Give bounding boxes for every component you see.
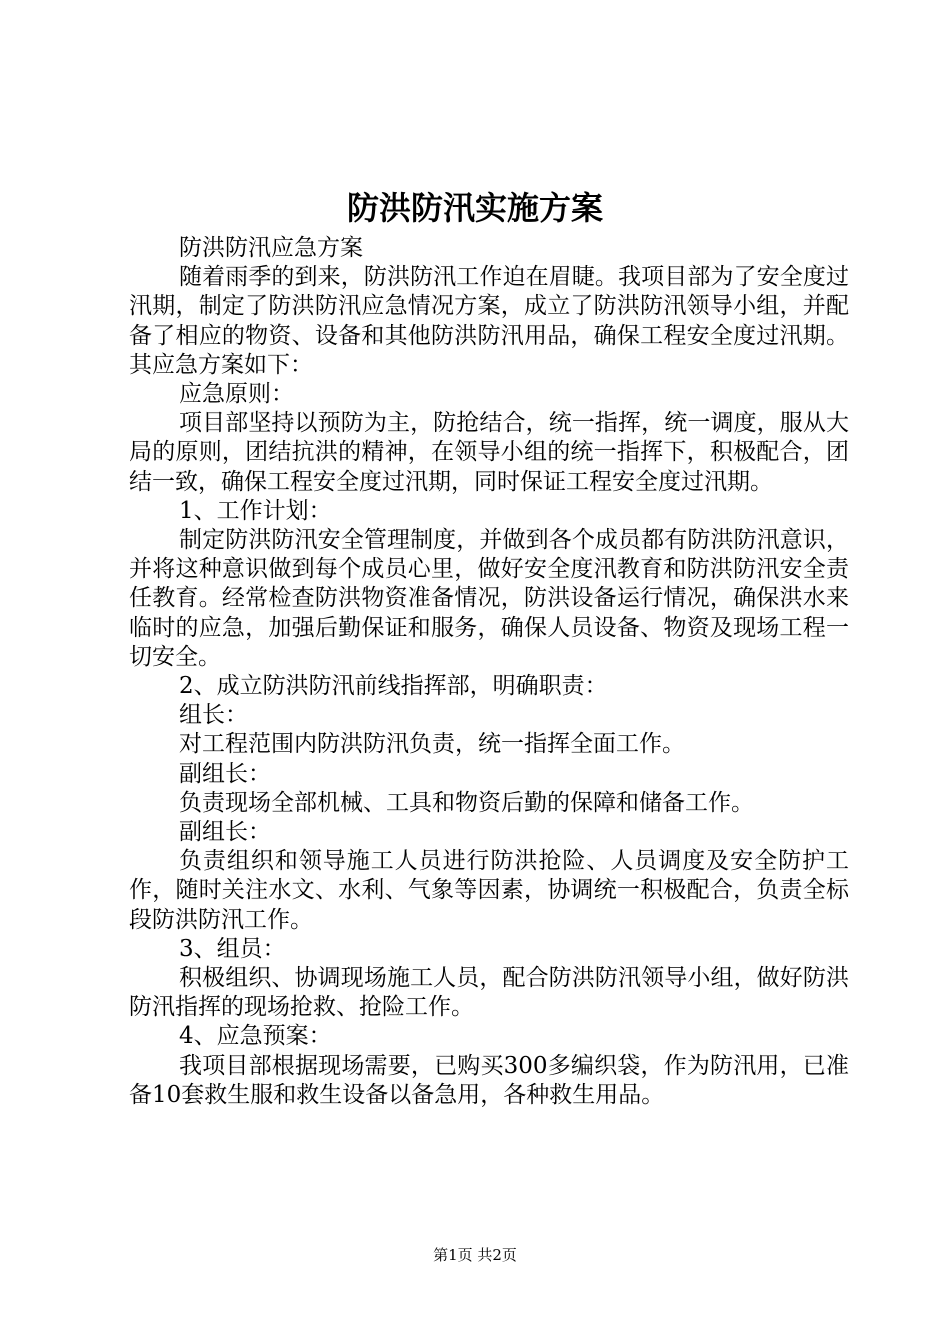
paragraph-members-duty: 积极组织、协调现场施工人员，配合防洪防汛领导小组，做好防洪防汛指挥的现场抢救、抢险工作。	[129, 965, 849, 1021]
paragraph-work-plan: 制定防洪防汛安全管理制度，并做到各个成员都有防洪防汛意识，并将这种意识做到每个成员心里，做好安全度汛教育和防洪防汛安全责任教育。经常检查防洪物资准备情况，防洪设备运行情况，确保洪水来临时的应急，加强后勤保证和服务，确保人员设备、物资及现场工程一切安全。	[129, 527, 849, 670]
paragraph-emergency-plan: 我项目部根据现场需要，已购买300多编织袋，作为防汛用，已准备10套救生服和救生设备以备急用，各种救生用品。	[129, 1052, 849, 1108]
paragraph-principles: 项目部坚持以预防为主，防抢结合，统一指挥，统一调度，服从大局的原则，团结抗洪的精神，在领导小组的统一指挥下，积极配合，团结一致，确保工程安全度过汛期，同时保证工程安全度过汛期。	[129, 410, 849, 495]
paragraph-deputy-duty-2: 负责组织和领导施工人员进行防洪抢险、人员调度及安全防护工作，随时关注水文、水利、气象等因素，协调统一积极配合，负责全标段防洪防汛工作。	[129, 848, 849, 933]
paragraph-subtitle: 防洪防汛应急方案	[179, 235, 363, 261]
page-title: 防洪防汛实施方案	[346, 189, 603, 227]
page-footer: 第1页 共2页	[433, 1246, 517, 1264]
label-leader: 组长：	[179, 702, 248, 729]
label-deputy-leader-1: 副组长：	[179, 760, 271, 787]
heading-principles: 应急原则：	[179, 381, 294, 408]
heading-members: 3、组员：	[179, 935, 286, 962]
paragraph-deputy-duty-1: 负责现场全部机械、工具和物资后勤的保障和储备工作。	[179, 789, 754, 816]
heading-emergency-plan: 4、应急预案：	[179, 1023, 332, 1050]
heading-command-center: 2、成立防洪防汛前线指挥部，明确职责：	[179, 673, 608, 700]
document-body	[129, 234, 849, 1110]
paragraph-leader-duty: 对工程范围内防洪防汛负责，统一指挥全面工作。	[179, 731, 685, 758]
label-deputy-leader-2: 副组长：	[179, 819, 271, 846]
paragraph-intro: 随着雨季的到来，防洪防汛工作迫在眉睫。我项目部为了安全度过汛期，制定了防洪防汛应急情况方案，成立了防洪防汛领导小组，并配备了相应的物资、设备和其他防洪防汛用品，确保工程安全度过汛期。其应急方案如下：	[129, 264, 849, 378]
heading-work-plan: 1、工作计划：	[179, 497, 332, 524]
